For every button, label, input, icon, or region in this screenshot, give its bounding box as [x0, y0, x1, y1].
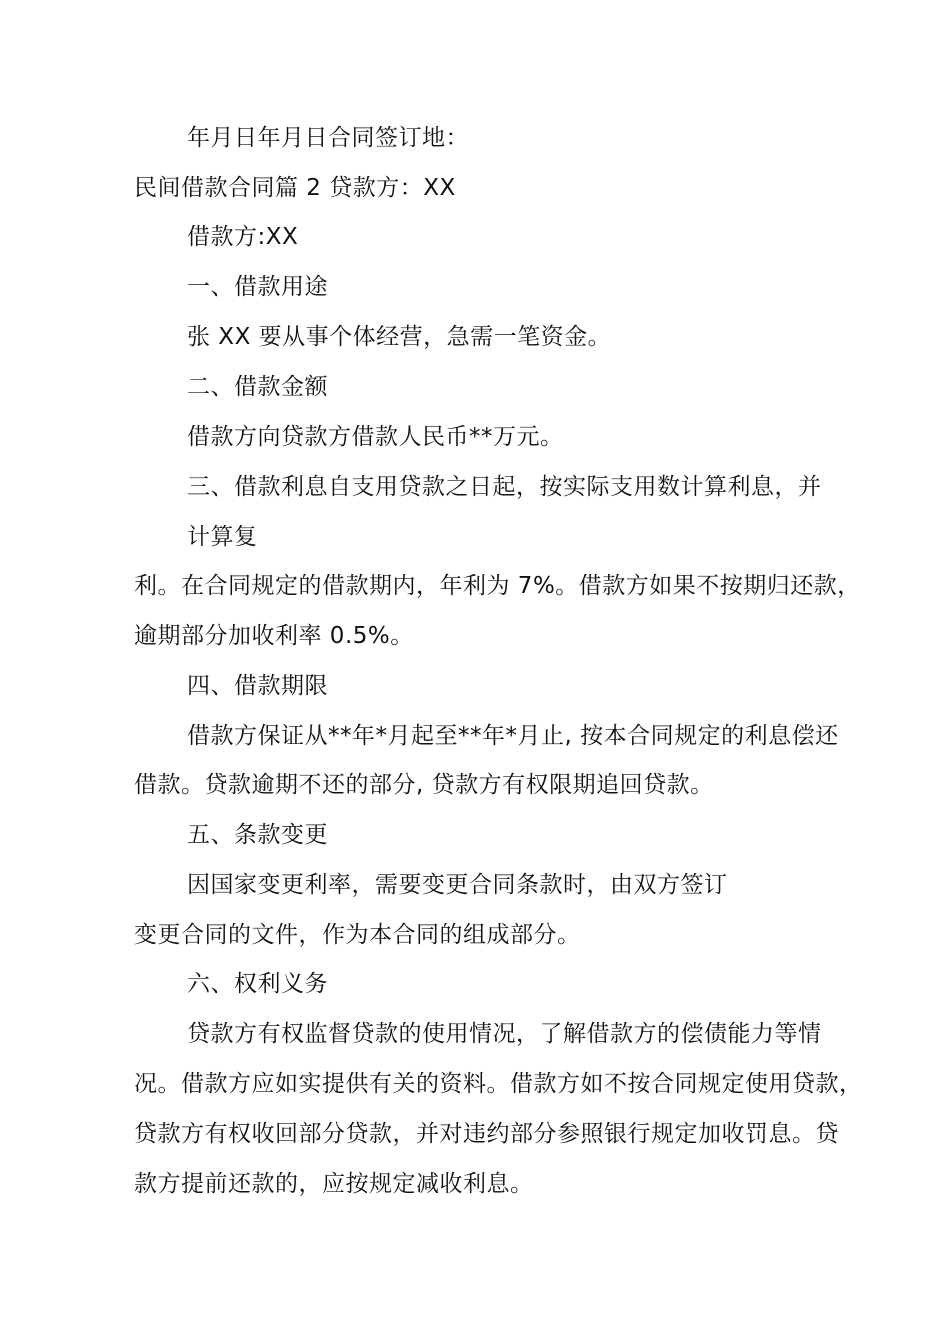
interest-text-line-1: 三、借款利息自支用贷款之日起，按实际支用数计算利息，并 — [187, 474, 822, 500]
interest-text-line-3: 利。在合同规定的借款期内，年利为 7%。借款方如果不按期归还款， — [134, 573, 861, 599]
rights-text-line-3: 贷款方有权收回部分贷款，并对违约部分参照银行规定加收罚息。贷 — [134, 1121, 839, 1147]
term-text-line-2: 借款。贷款逾期不还的部分, 贷款方有权限期追回贷款。 — [134, 772, 714, 798]
section-heading-purpose: 一、借款用途 — [187, 274, 328, 300]
rights-text-line-1: 贷款方有权监督贷款的使用情况，了解借款方的偿债能力等情 — [187, 1021, 822, 1047]
term-text-line-1: 借款方保证从**年*月起至**年*月止, 按本合同规定的利息偿还 — [187, 723, 839, 749]
changes-text-line-2: 变更合同的文件，作为本合同的组成部分。 — [134, 922, 581, 948]
changes-text-line-1: 因国家变更利率，需要变更合同条款时，由双方签订 — [187, 872, 728, 898]
rights-text-line-2: 况。借款方应如实提供有关的资料。借款方如不按合同规定使用贷款， — [134, 1071, 863, 1097]
signing-place-line: 年月日年月日合同签订地： — [187, 125, 469, 151]
section-heading-term: 四、借款期限 — [187, 673, 328, 699]
contract-title-lender-line: 民间借款合同篇 2 贷款方：XX — [134, 175, 456, 201]
section-heading-amount: 二、借款金额 — [187, 374, 328, 400]
interest-text-line-4: 逾期部分加收利率 0.5%。 — [134, 623, 414, 649]
borrower-line: 借款方:XX — [187, 224, 299, 250]
purpose-text: 张 XX 要从事个体经营，急需一笔资金。 — [187, 324, 612, 350]
interest-text-line-2: 计算复 — [187, 524, 258, 550]
section-heading-rights: 六、权利义务 — [187, 971, 328, 997]
amount-text: 借款方向贷款方借款人民币**万元。 — [187, 424, 564, 450]
rights-text-line-4: 款方提前还款的，应按规定减收利息。 — [134, 1171, 534, 1197]
section-heading-changes: 五、条款变更 — [187, 822, 328, 848]
